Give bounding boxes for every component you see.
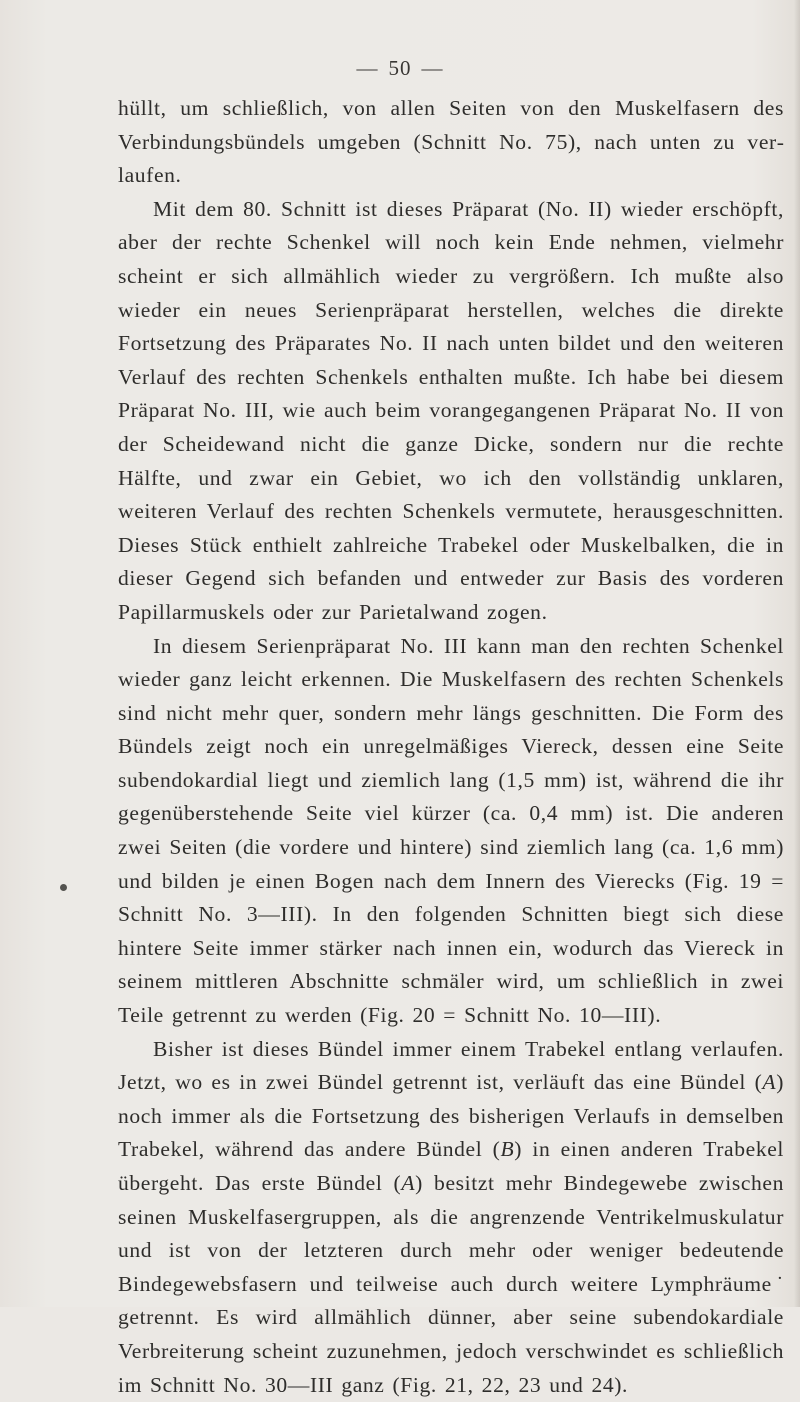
text-segment: ) noch immer als die Fortsetzung des bisherigen Verlaufs in demselben Trabekel, während das andere Bündel ( bbox=[118, 1070, 784, 1162]
paragraph-2 bbox=[118, 193, 784, 630]
paragraph-3 bbox=[118, 630, 784, 1033]
text-segment: In diesem Serienpräparat No. III kann man den rechten Schenkel wieder ganz leicht erkennen. Die Muskelfasern des rechten Schenkels sind nicht mehr quer, sondern mehr längs geschnitten. Die Form des Bündels zeigt noch ein unregelmäßiges Viereck, dessen eine Seite subendokardial liegt und ziemlich lang (1,5 mm) ist, während die ihr gegenüberstehende Seite viel kürzer (ca. 0,4 mm) ist. Die anderen zwei Seiten (die vordere und hintere) sind ziemlich lang (ca. 1,6 mm) und bilden je einen Bogen nach dem Innern des Vierecks (Fig. 19 = Schnitt No. 3—III). In den folgenden Schnitten biegt sich diese hintere Seite immer stärker nach innen ein, wodurch das Viereck in seinem mittleren Abschnitte schmäler wird, um schließlich in zwei Teile getrennt zu werden (Fig. 20 = Schnitt No. 10—III). bbox=[118, 633, 784, 1028]
text-segment: Mit dem 80. Schnitt ist dieses Präparat (No. II) wieder erschöpft, aber der rechte Schenkel will noch kein Ende nehmen, vielmehr scheint er sich allmählich wieder zu vergrößern. Ich mußte also wieder ein neues Serienpräparat herstellen, welches die direkte Fortsetzung des Präparates No. II nach unten bildet und den weiteren Verlauf des rechten Schenkels enthalten mußte. Ich habe bei diesem Präparat No. III, wie auch beim vorangegangenen Präparat No. II von der Scheidewand nicht die ganze Dicke, sondern nur die rechte Hälfte, und zwar ein Gebiet, wo ich den vollständig unklaren, weiteren Verlauf des rechten Schenkels vermutete, herausgeschnitten. Dieses Stück enthielt zahlreiche Trabekel oder Muskelbalken, die in dieser Gegend sich befanden und entweder zur Basis des vorderen Papillarmuskels oder zur Parietalwand zogen. bbox=[118, 196, 784, 624]
text-segment: ) besitzt mehr Bindegewebe zwischen seinen Muskelfasergruppen, als die angrenzende Ventrikelmuskulatur und ist von der letzteren durch mehr oder weniger bedeutende Bindegewebsfasern und teilweise auch durch weitere Lymphräume˙ getrennt. Es wird allmählich dünner, aber seine subendokardiale Verbreiterung scheint zuzunehmen, jedoch verschwindet es schließlich im Schnitt No. 30—III ganz (Fig. 21, 22, 23 und 24). bbox=[118, 1171, 784, 1397]
ink-spot bbox=[60, 884, 67, 891]
bundle-label-b: B bbox=[500, 1137, 515, 1162]
page-number-value: 50 bbox=[388, 56, 412, 80]
bundle-label-a: A bbox=[762, 1070, 777, 1095]
text-segment: hüllt, um schließlich, von allen Seiten von den Muskelfasern des Verbindungsbündels umgeben (Schnitt No. 75), nach unten zu verlaufen. bbox=[118, 96, 784, 188]
paragraph-4 bbox=[118, 1033, 784, 1402]
bundle-label-a: A bbox=[401, 1171, 416, 1195]
text-segment: ) in einen anderen Trabekel übergeht. Das erste Bündel ( bbox=[118, 1137, 784, 1195]
page-number-dash-left: — bbox=[356, 56, 379, 80]
page-number-dash-right: — bbox=[421, 56, 444, 80]
page-edge-shadow bbox=[794, 0, 800, 1307]
text-segment: Bisher ist dieses Bündel immer einem Trabekel entlang verlaufen. Jetzt, wo es in zwei Bündel getrennt ist, verläuft das eine Bündel ( bbox=[118, 1036, 784, 1095]
body-text bbox=[118, 92, 784, 1402]
page-number bbox=[0, 56, 800, 81]
paragraph-1 bbox=[118, 92, 784, 193]
